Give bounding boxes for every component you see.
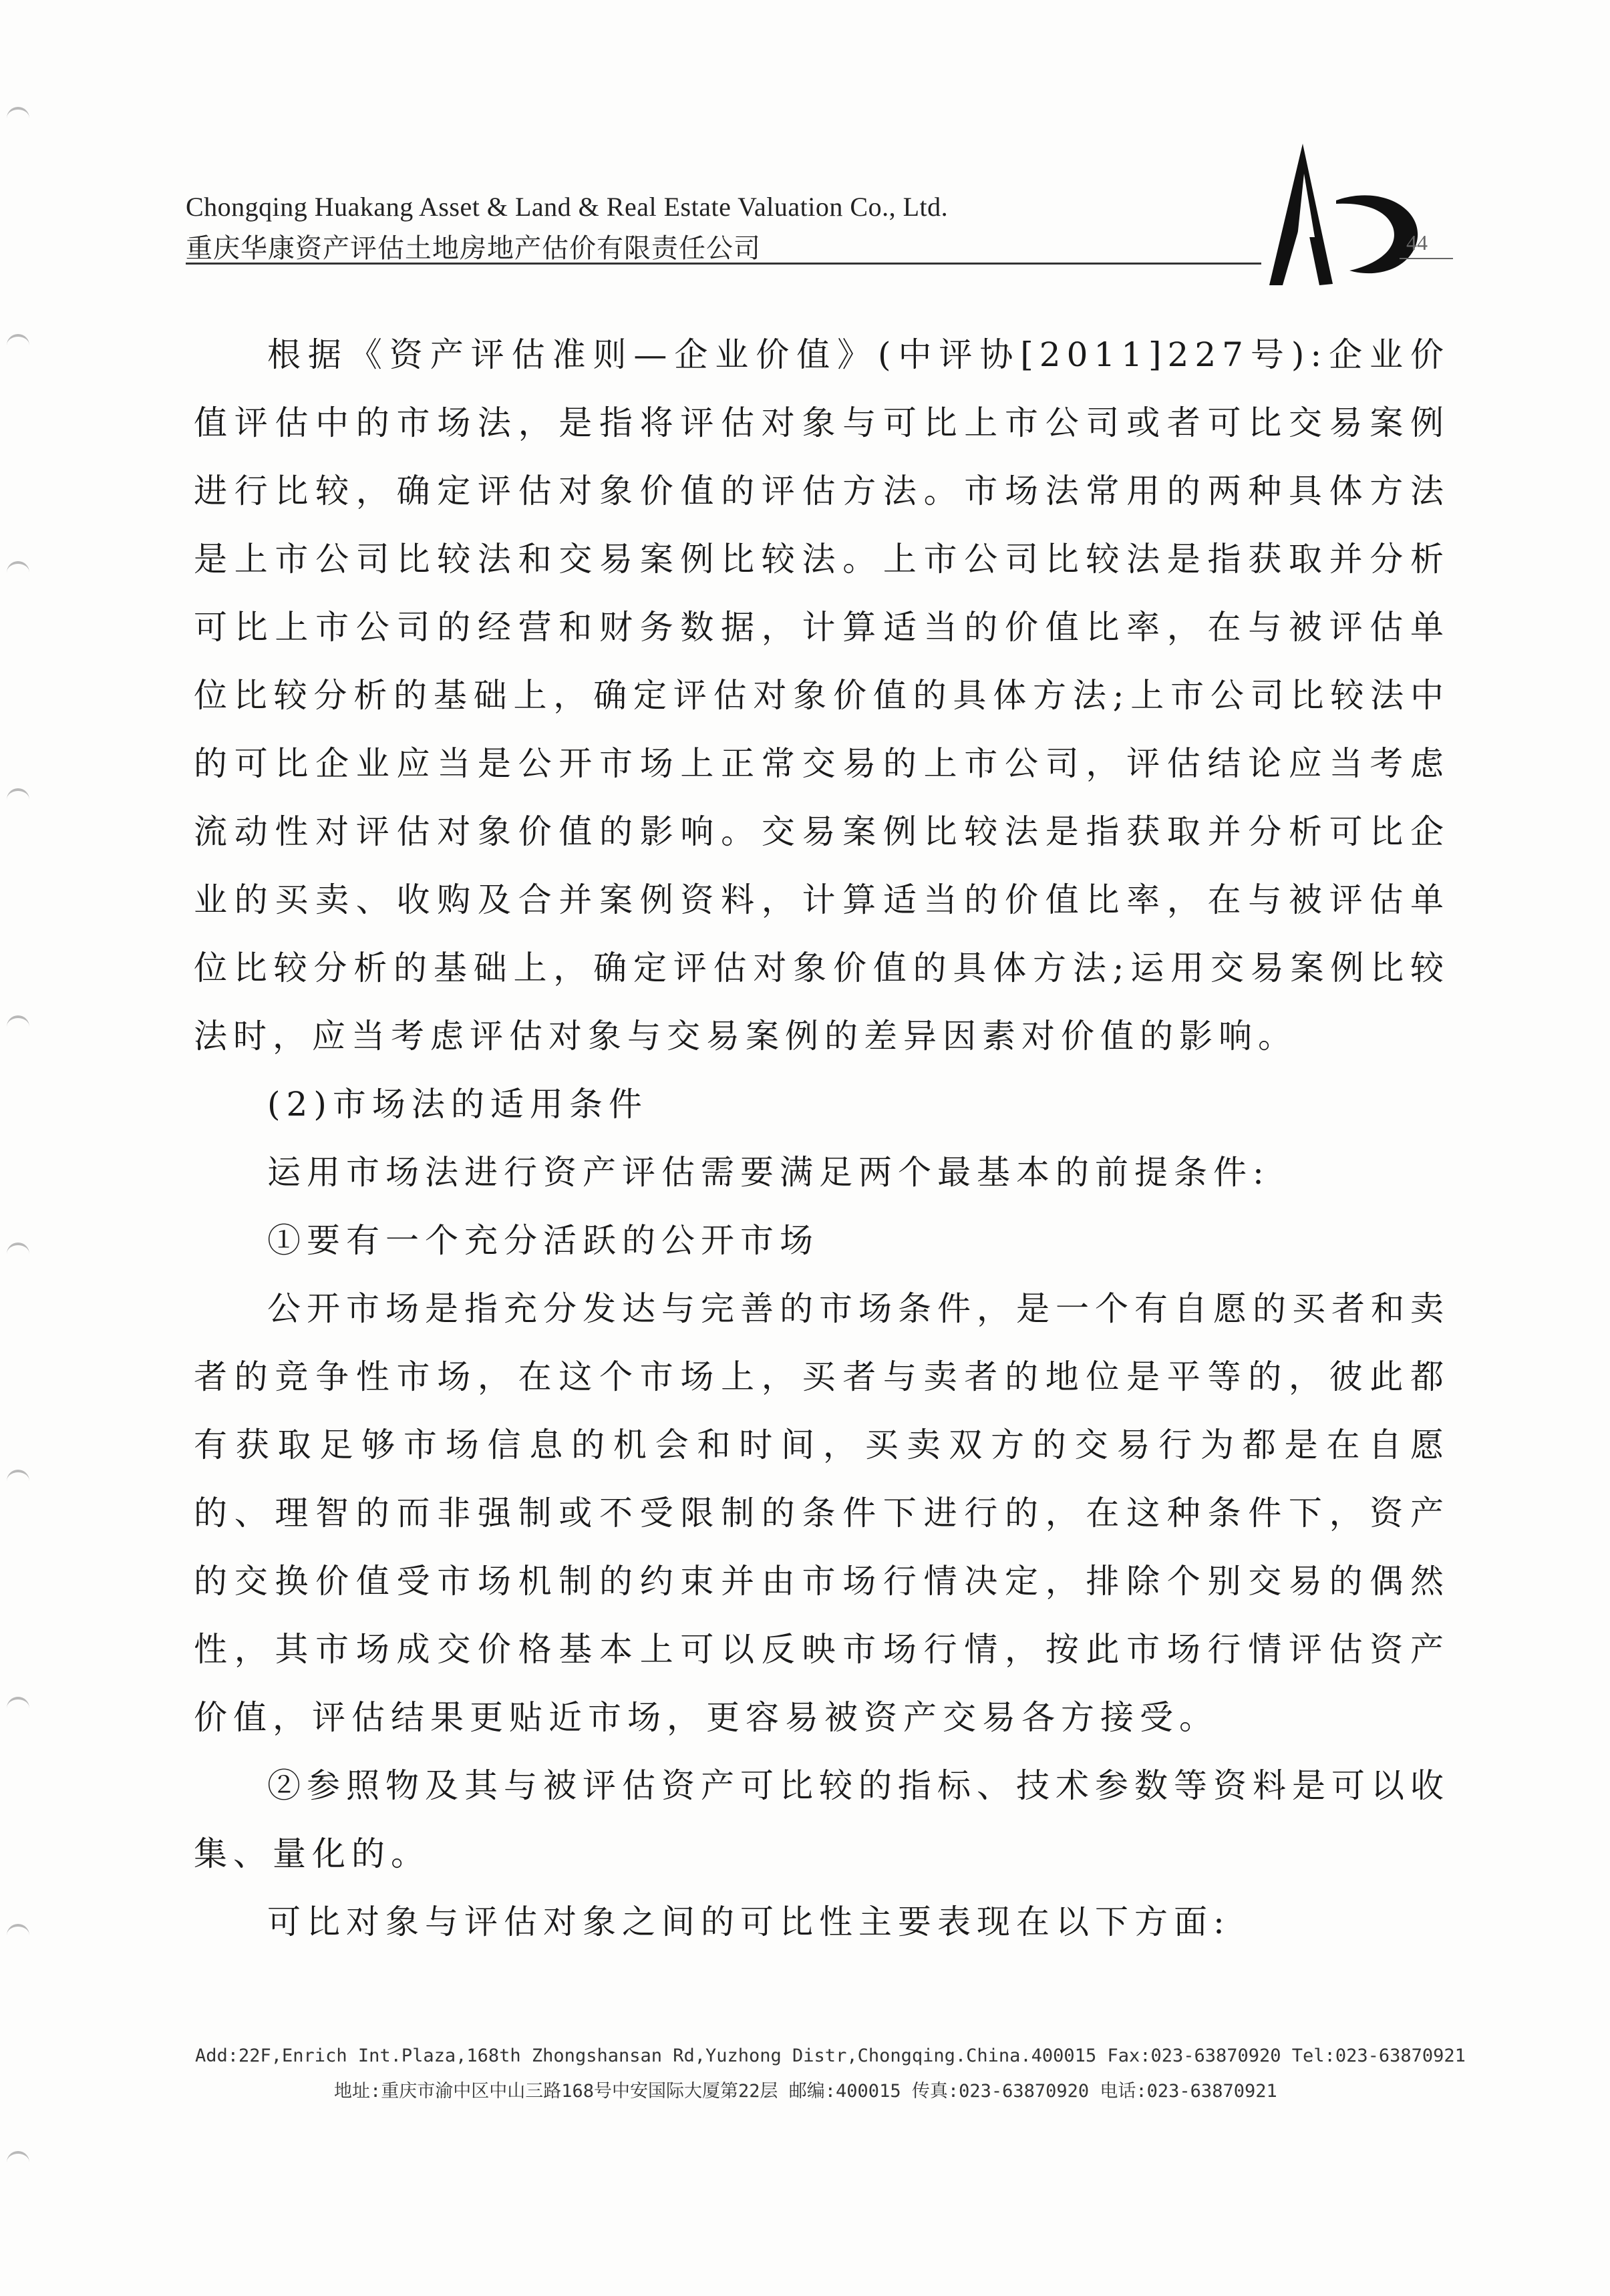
binding-hole-mark xyxy=(7,107,29,120)
paragraph-market-approach-definition: 根据《资产评估准则—企业价值》(中评协[2011]227号):企业价值评估中的市场法，是指将评估对象与可比上市公司或者可比交易案例进行比较，确定评估对象价值的评估方法。市场法常用的两种具体方法是上市公司比较法和交易案例比较法。上市公司比较法是指获取并分析可比上市公司的经营和财务数据，计算适当的价值比率，在与被评估单位比较分析的基础上，确定评估对象价值的具体方法;上市公司比较法中的可比企业应当是公开市场上正常交易的上市公司，评估结论应当考虑流动性对评估对象价值的影响。交易案例比较法是指获取并分析可比企业的买卖、收购及合并案例资料，计算适当的价值比率，在与被评估单位比较分析的基础上，确定评估对象价值的具体方法;运用交易案例比较法时，应当考虑评估对象与交易案例的差异因素对价值的影响。 xyxy=(194,335,1450,1055)
binding-hole-mark xyxy=(7,1243,29,1256)
binding-hole-mark xyxy=(7,561,29,575)
binding-hole-mark xyxy=(7,1470,29,1483)
paragraph-comparability-intro: 可比对象与评估对象之间的可比性主要表现在以下方面: xyxy=(267,1903,1231,1941)
binding-hole-mark xyxy=(7,334,29,347)
binding-hole-mark xyxy=(7,2151,29,2164)
section-heading-applicable-conditions: (2)市场法的适用条件 xyxy=(267,1085,648,1124)
binding-hole-mark xyxy=(7,1015,29,1029)
footer-address-chinese: 地址:重庆市渝中区中山三路168号中安国际大厦第22层 邮编:400015 传真:023-63870920 电话:023-63870921 xyxy=(334,2081,1277,2102)
body-text xyxy=(194,321,1450,1956)
header-divider xyxy=(186,263,1261,265)
company-name-chinese: 重庆华康资产评估土地房地产估价有限责任公司 xyxy=(186,233,761,264)
footer-address-english: Add:22F,Enrich Int.Plaza,168th Zhongshansan Rd,Yuzhong Distr,Chongqing.China.400015 Fax:023-63870920 Tel:023-63870921 xyxy=(195,2045,1466,2066)
list-item-comparable-data: ②参照物及其与被评估资产可比较的指标、技术参数等资料是可以收集、量化的。 xyxy=(194,1766,1450,1873)
paragraph-preconditions-intro: 运用市场法进行资产评估需要满足两个最基本的前提条件: xyxy=(267,1153,1270,1192)
page-number: 44 xyxy=(1406,230,1428,255)
page-number-underline xyxy=(1400,258,1453,259)
paragraph-open-market-description: 公开市场是指充分发达与完善的市场条件，是一个有自愿的买者和卖者的竞争性市场，在这个市场上，买者与卖者的地位是平等的，彼此都有获取足够市场信息的机会和时间，买卖双方的交易行为都是在自愿的、理智的而非强制或不受限制的条件下进行的，在这种条件下，资产的交换价值受市场机制的约束并由市场行情决定，排除个别交易的偶然性，其市场成交价格基本上可以反映市场行情，按此市场行情评估资产价值，评估结果更贴近市场，更容易被资产交易各方接受。 xyxy=(194,1289,1450,1737)
binding-hole-mark xyxy=(7,1924,29,1937)
company-name-english: Chongqing Huakang Asset & Land & Real Estate Valuation Co., Ltd. xyxy=(186,192,949,222)
binding-hole-mark xyxy=(7,1697,29,1710)
company-logo-icon xyxy=(1256,137,1430,291)
binding-hole-mark xyxy=(7,788,29,802)
list-item-active-market: ①要有一个充分活跃的公开市场 xyxy=(267,1221,819,1260)
